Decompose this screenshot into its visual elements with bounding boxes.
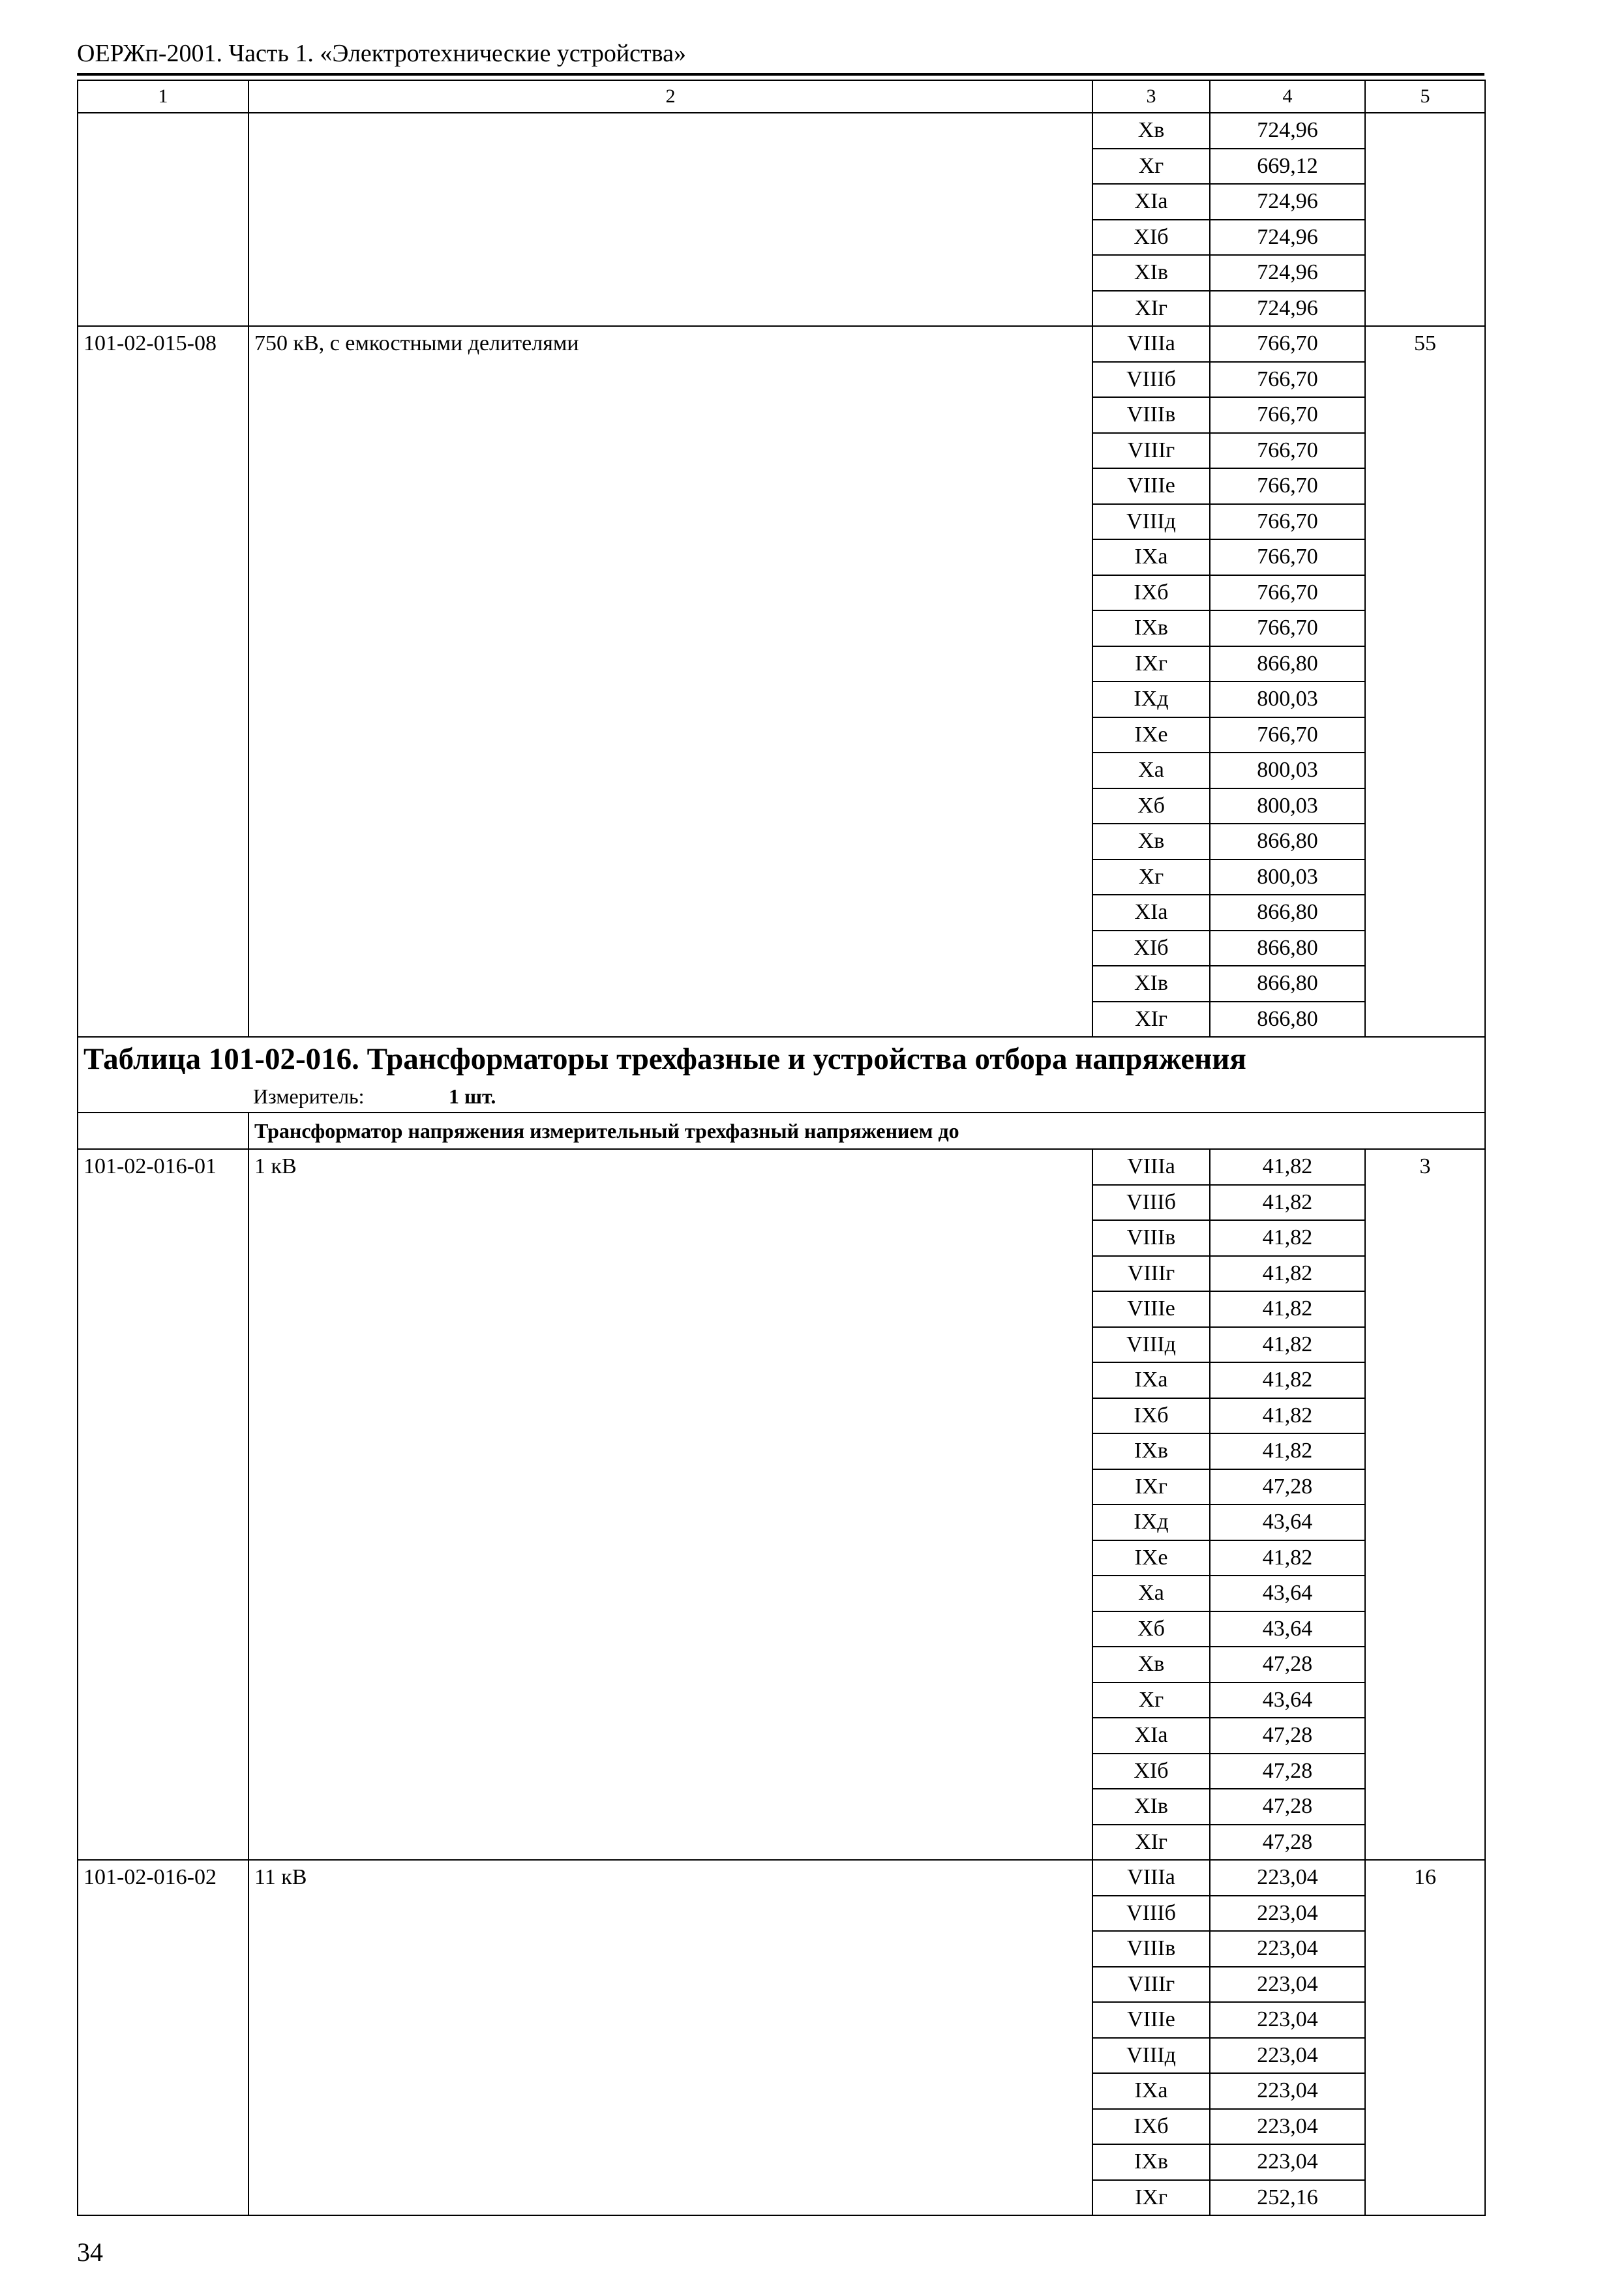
rate-value: 766,70 (1210, 575, 1365, 611)
rate-value: 866,80 (1210, 824, 1365, 860)
column-number-row (78, 80, 1485, 113)
region-code: Ха (1092, 1576, 1210, 1611)
section-row (78, 1113, 1485, 1149)
rate-value: 800,03 (1210, 681, 1365, 717)
region-code: VIIIв (1092, 1220, 1210, 1256)
region-code: IХд (1092, 1504, 1210, 1540)
region-code: VIIIд (1092, 504, 1210, 540)
item-name: 750 кВ, с емкостными делителями (248, 326, 1092, 1037)
rate-value: 766,70 (1210, 362, 1365, 398)
region-code: VIIIа (1092, 326, 1210, 362)
item-quantity: 3 (1365, 1149, 1485, 1860)
column-number: 1 (78, 80, 248, 113)
rate-value: 800,03 (1210, 753, 1365, 788)
rates-table (77, 80, 1486, 2216)
region-code: IХе (1092, 717, 1210, 753)
region-code: VIIIе (1092, 468, 1210, 504)
region-code: ХIа (1092, 1718, 1210, 1754)
rate-value: 47,28 (1210, 1825, 1365, 1861)
region-code: Хг (1092, 860, 1210, 895)
rate-value: 669,12 (1210, 149, 1365, 185)
rate-value: 47,28 (1210, 1754, 1365, 1789)
region-code: VIIIд (1092, 2038, 1210, 2074)
item-code: 101-02-016-02 (78, 1860, 248, 2215)
rate-value: 43,64 (1210, 1504, 1365, 1540)
document-header: ОЕРЖп-2001. Часть 1. «Электротехнические устройства» (77, 40, 686, 67)
rate-value: 724,96 (1210, 291, 1365, 327)
region-code: IХа (1092, 1362, 1210, 1398)
region-code: VIIIв (1092, 1931, 1210, 1967)
column-number: 4 (1210, 80, 1365, 113)
rate-value: 223,04 (1210, 1896, 1365, 1932)
meter-value: 1 шт. (449, 1085, 496, 1108)
table-row (78, 1149, 1485, 1185)
table-meter-row (78, 1081, 1485, 1113)
region-code: VIIIг (1092, 1967, 1210, 2003)
rate-value: 41,82 (1210, 1149, 1365, 1185)
table-title-row (78, 1037, 1485, 1081)
region-code: Хг (1092, 1683, 1210, 1718)
rate-value: 41,82 (1210, 1540, 1365, 1576)
column-number: 3 (1092, 80, 1210, 113)
region-code: ХIв (1092, 966, 1210, 1002)
section-heading: Трансформатор напряжения измерительный трехфазный напряжением до (248, 1113, 1485, 1149)
column-number: 5 (1365, 80, 1485, 113)
region-code: ХIа (1092, 184, 1210, 220)
region-code: ХIб (1092, 220, 1210, 256)
rate-value: 724,96 (1210, 113, 1365, 149)
rate-value: 800,03 (1210, 860, 1365, 895)
rate-value: 800,03 (1210, 788, 1365, 824)
region-code: ХIа (1092, 895, 1210, 931)
rate-value: 766,70 (1210, 433, 1365, 469)
region-code: VIIIа (1092, 1149, 1210, 1185)
rate-value: 724,96 (1210, 184, 1365, 220)
rate-value: 47,28 (1210, 1789, 1365, 1825)
rate-value: 724,96 (1210, 255, 1365, 291)
region-code: VIIIг (1092, 433, 1210, 469)
item-name: 1 кВ (248, 1149, 1092, 1860)
table-meter (78, 1081, 1485, 1113)
region-code: VIIIе (1092, 1291, 1210, 1327)
meter-label: Измеритель: (253, 1085, 365, 1108)
table-row (78, 1860, 1485, 1896)
column-number: 2 (248, 80, 1092, 113)
item-quantity: 55 (1365, 326, 1485, 1037)
section-empty-cell (78, 1113, 248, 1149)
region-code: IХб (1092, 575, 1210, 611)
rate-value: 41,82 (1210, 1433, 1365, 1469)
region-code: IХг (1092, 1469, 1210, 1505)
region-code: ХIг (1092, 1002, 1210, 1038)
rate-value: 223,04 (1210, 1860, 1365, 1896)
item-code: 101-02-015-08 (78, 326, 248, 1037)
rate-value: 223,04 (1210, 1931, 1365, 1967)
region-code: IХв (1092, 2144, 1210, 2180)
rate-value: 41,82 (1210, 1362, 1365, 1398)
rate-value: 766,70 (1210, 397, 1365, 433)
rate-value: 766,70 (1210, 468, 1365, 504)
region-code: IХб (1092, 2109, 1210, 2145)
region-code: VIIIг (1092, 1256, 1210, 1292)
region-code: IХв (1092, 610, 1210, 646)
region-code: Хв (1092, 113, 1210, 149)
region-code: ХIг (1092, 291, 1210, 327)
rate-value: 766,70 (1210, 610, 1365, 646)
page-number: 34 (77, 2237, 103, 2267)
rate-value: 223,04 (1210, 2002, 1365, 2038)
region-code: IХв (1092, 1433, 1210, 1469)
rate-value: 43,64 (1210, 1576, 1365, 1611)
rate-value: 866,80 (1210, 895, 1365, 931)
rate-value: 41,82 (1210, 1327, 1365, 1363)
table-title: Таблица 101-02-016. Трансформаторы трехфазные и устройства отбора напряжения (78, 1037, 1485, 1081)
region-code: IХг (1092, 646, 1210, 682)
rate-value: 866,80 (1210, 1002, 1365, 1038)
region-code: IХе (1092, 1540, 1210, 1576)
rate-value: 223,04 (1210, 2073, 1365, 2109)
rate-value: 41,82 (1210, 1398, 1365, 1434)
rate-value: 866,80 (1210, 966, 1365, 1002)
region-code: Ха (1092, 753, 1210, 788)
rate-value: 47,28 (1210, 1718, 1365, 1754)
region-code: ХIв (1092, 255, 1210, 291)
rate-value: 766,70 (1210, 326, 1365, 362)
region-code: Хг (1092, 149, 1210, 185)
rate-value: 41,82 (1210, 1220, 1365, 1256)
rate-value: 41,82 (1210, 1185, 1365, 1221)
rate-value: 41,82 (1210, 1256, 1365, 1292)
rate-value: 223,04 (1210, 2144, 1365, 2180)
region-code: VIIIв (1092, 397, 1210, 433)
header-rule (77, 73, 1484, 76)
rate-value: 43,64 (1210, 1611, 1365, 1647)
region-code: VIIIе (1092, 2002, 1210, 2038)
rate-value: 866,80 (1210, 646, 1365, 682)
region-code: Хб (1092, 1611, 1210, 1647)
region-code: VIIIб (1092, 362, 1210, 398)
region-code: ХIг (1092, 1825, 1210, 1861)
rate-value: 766,70 (1210, 504, 1365, 540)
item-quantity-empty (1365, 113, 1485, 326)
rate-value: 724,96 (1210, 220, 1365, 256)
rate-value: 766,70 (1210, 717, 1365, 753)
region-code: IХг (1092, 2180, 1210, 2216)
region-code: IХб (1092, 1398, 1210, 1434)
region-code: Хв (1092, 1647, 1210, 1683)
rate-value: 47,28 (1210, 1647, 1365, 1683)
region-code: VIIIд (1092, 1327, 1210, 1363)
table-row (78, 326, 1485, 362)
region-code: VIIIа (1092, 1860, 1210, 1896)
region-code: IХа (1092, 539, 1210, 575)
rate-value: 41,82 (1210, 1291, 1365, 1327)
region-code: ХIв (1092, 1789, 1210, 1825)
rate-value: 223,04 (1210, 2038, 1365, 2074)
region-code: ХIб (1092, 1754, 1210, 1789)
rate-value: 766,70 (1210, 539, 1365, 575)
region-code: IХд (1092, 681, 1210, 717)
rates-table-body (78, 80, 1485, 2215)
table-row (78, 113, 1485, 149)
region-code: ХIб (1092, 931, 1210, 966)
rate-value: 252,16 (1210, 2180, 1365, 2216)
item-name: 11 кВ (248, 1860, 1092, 2215)
region-code: VIIIб (1092, 1185, 1210, 1221)
region-code: Хв (1092, 824, 1210, 860)
rate-value: 223,04 (1210, 1967, 1365, 2003)
region-code: VIIIб (1092, 1896, 1210, 1932)
region-code: IХа (1092, 2073, 1210, 2109)
region-code: Хб (1092, 788, 1210, 824)
item-quantity: 16 (1365, 1860, 1485, 2215)
item-code: 101-02-016-01 (78, 1149, 248, 1860)
rate-value: 223,04 (1210, 2109, 1365, 2145)
item-name-empty (248, 113, 1092, 326)
rate-value: 47,28 (1210, 1469, 1365, 1505)
rate-value: 43,64 (1210, 1683, 1365, 1718)
rate-value: 866,80 (1210, 931, 1365, 966)
item-code-empty (78, 113, 248, 326)
